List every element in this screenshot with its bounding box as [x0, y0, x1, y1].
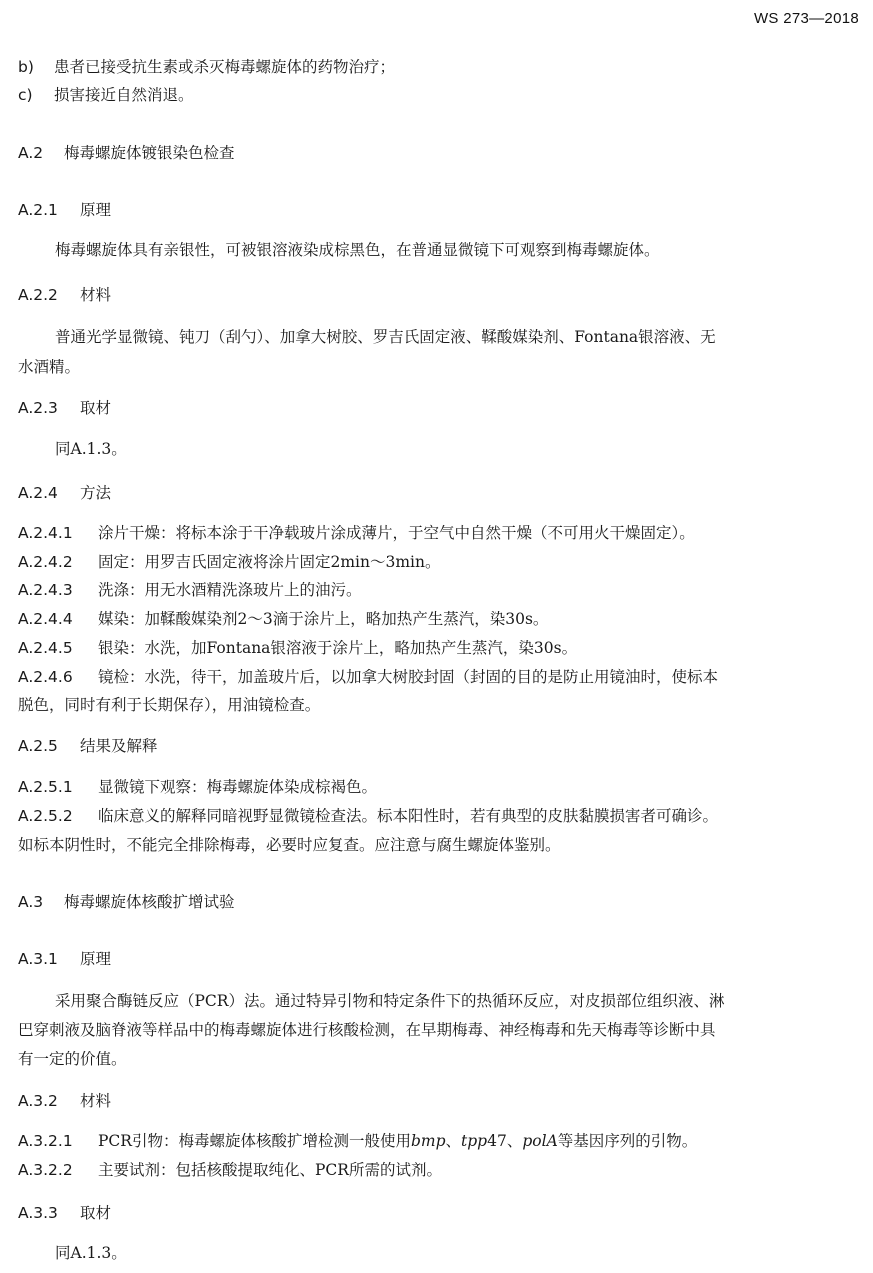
gene-name: polA	[522, 1132, 558, 1150]
step-text: 洗涤：用无水酒精洗涤玻片上的油污。	[98, 581, 362, 599]
step-number: A.2.4.6	[18, 668, 73, 686]
list-item	[0, 52, 873, 82]
paragraph-line: 普通光学显微镜、钝刀（刮勺）、加拿大树胶、罗吉氏固定液、鞣酸媒染剂、Fontana银溶液、无	[55, 328, 716, 346]
paragraph-line: 有一定的价值。	[18, 1050, 127, 1068]
step-number: A.2.4.2	[18, 553, 73, 571]
gene-name: bmp	[410, 1132, 446, 1150]
step-text: 镜检：水洗，待干，加盖玻片后，以加拿大树胶封固（封固的目的是防止用镜油时，使标本	[98, 668, 719, 686]
step-number: A.2.4.4	[18, 610, 73, 628]
subsection-title: 方法	[80, 484, 112, 502]
material-text: 等基因序列的引物。	[557, 1132, 698, 1150]
subsection-title: 材料	[80, 1092, 112, 1110]
material-text: 主要试剂：包括核酸提取纯化、PCR所需的试剂。	[98, 1161, 442, 1179]
subsection-number: A.3.1	[18, 950, 58, 968]
section-title: 梅毒螺旋体镀银染色检查	[64, 144, 235, 162]
result-text: 临床意义的解释同暗视野显微镜检查法。标本阳性时，若有典型的皮肤黏膜损害者可确诊。	[98, 807, 719, 825]
result-number: A.2.5.2	[18, 807, 73, 825]
paragraph-line: 巴穿刺液及脑脊液等样品中的梅毒螺旋体进行核酸检测，在早期梅毒、神经梅毒和先天梅毒等诊断中具	[18, 1021, 716, 1039]
material-text: PCR引物：梅毒螺旋体核酸扩增检测一般使用	[98, 1132, 411, 1150]
result-continuation: 如标本阴性时，不能完全排除梅毒，必要时应复查。应注意与腐生螺旋体鉴别。	[18, 836, 561, 854]
step-number: A.2.4.5	[18, 639, 73, 657]
result-text: 显微镜下观察：梅毒螺旋体染成棕褐色。	[98, 778, 378, 796]
section-number: A.3	[18, 893, 44, 911]
result-item	[0, 801, 873, 831]
paragraph: 同A.1.3。	[55, 440, 127, 458]
subsection-number: A.2.5	[18, 737, 58, 755]
paragraph-line: 采用聚合酶链反应（PCR）法。通过特异引物和特定条件下的热循环反应，对皮损部位组织液、淋	[55, 992, 725, 1010]
paragraph: 同A.1.3。	[55, 1244, 127, 1262]
method-step	[0, 518, 873, 548]
document-id-header: WS 273—2018	[753, 10, 859, 27]
method-step	[0, 547, 873, 577]
list-item-text: 患者已接受抗生素或杀灭梅毒螺旋体的药物治疗；	[54, 58, 396, 76]
subsection-title: 原理	[80, 950, 112, 968]
step-continuation: 脱色，同时有利于长期保存），用油镜检查。	[18, 696, 321, 714]
section-heading-a3	[0, 890, 873, 914]
method-step	[0, 604, 873, 634]
subsection-number: A.2.1	[18, 201, 58, 219]
step-text: 固定：用罗吉氏固定液将涂片固定2min～3min。	[98, 553, 441, 571]
subsection-heading-a31	[0, 947, 873, 971]
subsection-heading-a24	[0, 481, 873, 505]
material-number: A.3.2.1	[18, 1132, 73, 1150]
material-number: A.3.2.2	[18, 1161, 73, 1179]
result-item	[0, 772, 873, 802]
material-item	[0, 1155, 873, 1185]
step-text: 媒染：加鞣酸媒染剂2～3滴于涂片上，略加热产生蒸汽，染30s。	[98, 610, 549, 628]
subsection-title: 原理	[80, 201, 112, 219]
separator: 、	[445, 1132, 462, 1150]
step-text: 涂片干燥：将标本涂于干净载玻片涂成薄片，于空气中自然干燥（不可用火干燥固定）。	[98, 524, 695, 542]
subsection-number: A.3.2	[18, 1092, 58, 1110]
subsection-heading-a33	[0, 1201, 873, 1225]
paragraph: 梅毒螺旋体具有亲银性，可被银溶液染成棕黑色，在普通显微镜下可观察到梅毒螺旋体。	[55, 241, 660, 259]
step-number: A.2.4.3	[18, 581, 73, 599]
subsection-title: 取材	[80, 399, 112, 417]
list-item-label: c)	[18, 86, 33, 104]
subsection-heading-a22	[0, 283, 873, 307]
material-item	[0, 1126, 873, 1156]
subsection-number: A.2.2	[18, 286, 58, 304]
section-title: 梅毒螺旋体核酸扩增试验	[64, 893, 235, 911]
subsection-number: A.2.4	[18, 484, 58, 502]
gene-suffix: 47	[487, 1132, 507, 1150]
subsection-title: 材料	[80, 286, 112, 304]
subsection-heading-a21	[0, 198, 873, 222]
step-text: 银染：水洗，加Fontana银溶液于涂片上，略加热产生蒸汽，染30s。	[98, 639, 578, 657]
subsection-number: A.3.3	[18, 1204, 58, 1222]
result-number: A.2.5.1	[18, 778, 73, 796]
list-item-label: b)	[18, 58, 34, 76]
step-number: A.2.4.1	[18, 524, 73, 542]
method-step	[0, 633, 873, 663]
subsection-number: A.2.3	[18, 399, 58, 417]
paragraph-line: 水酒精。	[18, 358, 81, 376]
gene-name: tpp	[461, 1132, 488, 1150]
subsection-title: 取材	[80, 1204, 112, 1222]
method-step	[0, 662, 873, 692]
separator: 、	[506, 1132, 523, 1150]
subsection-heading-a25	[0, 734, 873, 758]
list-item-text: 损害接近自然消退。	[54, 86, 194, 104]
method-step	[0, 575, 873, 605]
subsection-heading-a32	[0, 1089, 873, 1113]
section-heading-a2	[0, 141, 873, 165]
section-number: A.2	[18, 144, 44, 162]
subsection-heading-a23	[0, 396, 873, 420]
list-item	[0, 80, 873, 110]
subsection-title: 结果及解释	[80, 737, 158, 755]
